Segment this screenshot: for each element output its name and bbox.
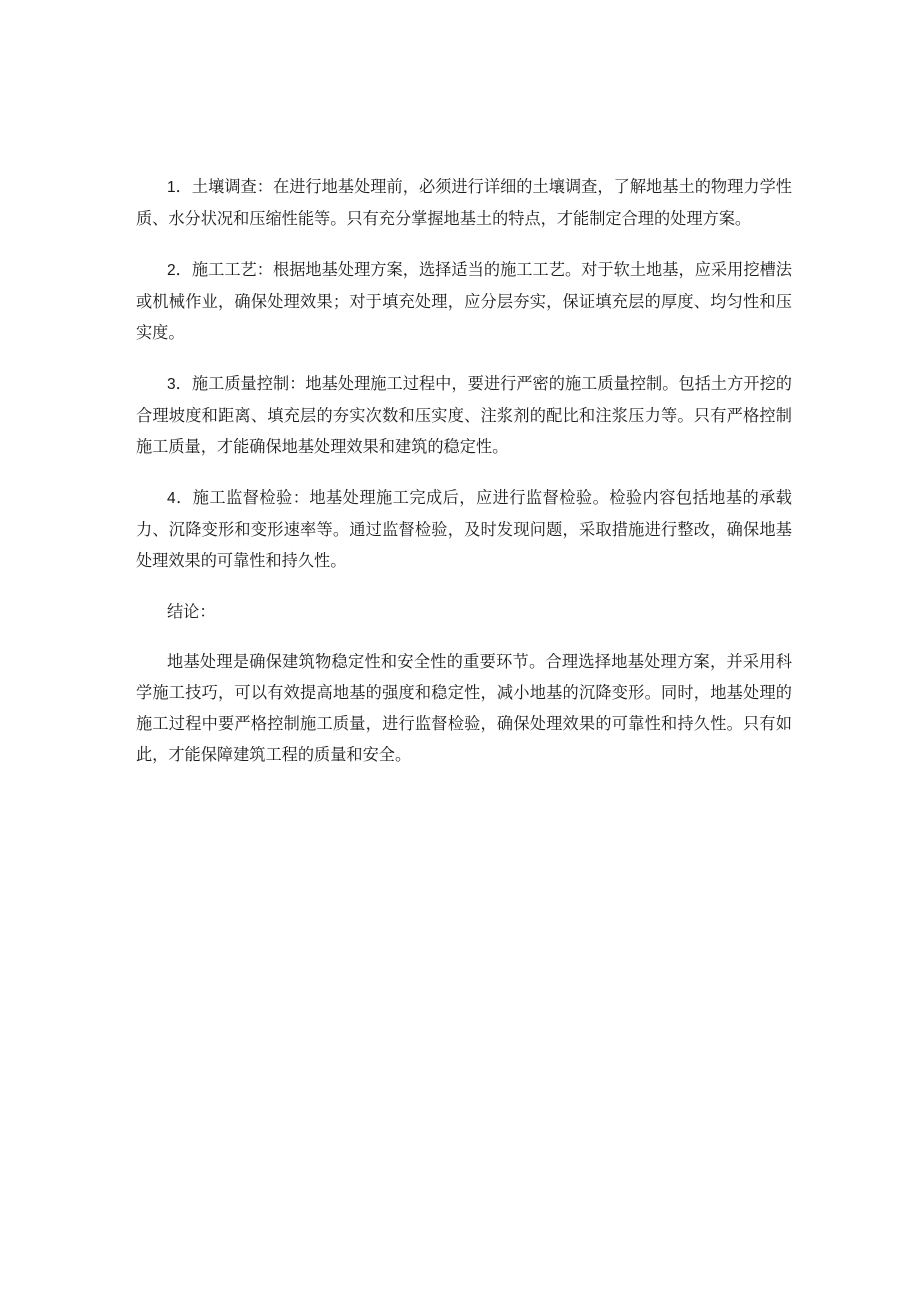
list-item-2 xyxy=(136,254,792,348)
item-text: ．施工质量控制：地基处理施工过程中，要进行严密的施工质量控制。包括土方开挖的合理坡度和距离、填充层的夯实次数和压实度、注浆剂的配比和注浆压力等。只有严格控制施工质量，才能确保地基处理效果和建筑的稳定性。 xyxy=(136,374,792,456)
item-text: ．土壤调查：在进行地基处理前，必须进行详细的土壤调查，了解地基土的物理力学性质、水分状况和压缩性能等。只有充分掌握地基土的特点，才能制定合理的处理方案。 xyxy=(136,177,792,228)
item-number: 4 xyxy=(167,490,176,507)
item-text: ．施工监督检验：地基处理施工完成后，应进行监督检验。检验内容包括地基的承载力、沉降变形和变形速率等。通过监督检验，及时发现问题，采取措施进行整改，确保地基处理效果的可靠性和持久性。 xyxy=(136,488,792,570)
item-number: 3 xyxy=(167,376,176,393)
document-body xyxy=(136,171,792,790)
list-item-4 xyxy=(136,482,792,576)
item-text: ．施工工艺：根据地基处理方案，选择适当的施工工艺。对于软土地基，应采用挖槽法或机械作业，确保处理效果；对于填充处理，应分层夯实，保证填充层的厚度、均匀性和压实度。 xyxy=(136,260,792,342)
item-number: 1 xyxy=(167,179,176,196)
list-item-3 xyxy=(136,368,792,462)
item-number: 2 xyxy=(167,262,176,279)
list-item-1 xyxy=(136,171,792,234)
conclusion-paragraph: 地基处理是确保建筑物稳定性和安全性的重要环节。合理选择地基处理方案，并采用科学施工技巧，可以有效提高地基的强度和稳定性，减小地基的沉降变形。同时，地基处理的施工过程中要严格控制施工质量，进行监督检验，确保处理效果的可靠性和持久性。只有如此，才能保障建筑工程的质量和安全。 xyxy=(136,652,792,764)
conclusion-heading: 结论： xyxy=(167,602,216,621)
